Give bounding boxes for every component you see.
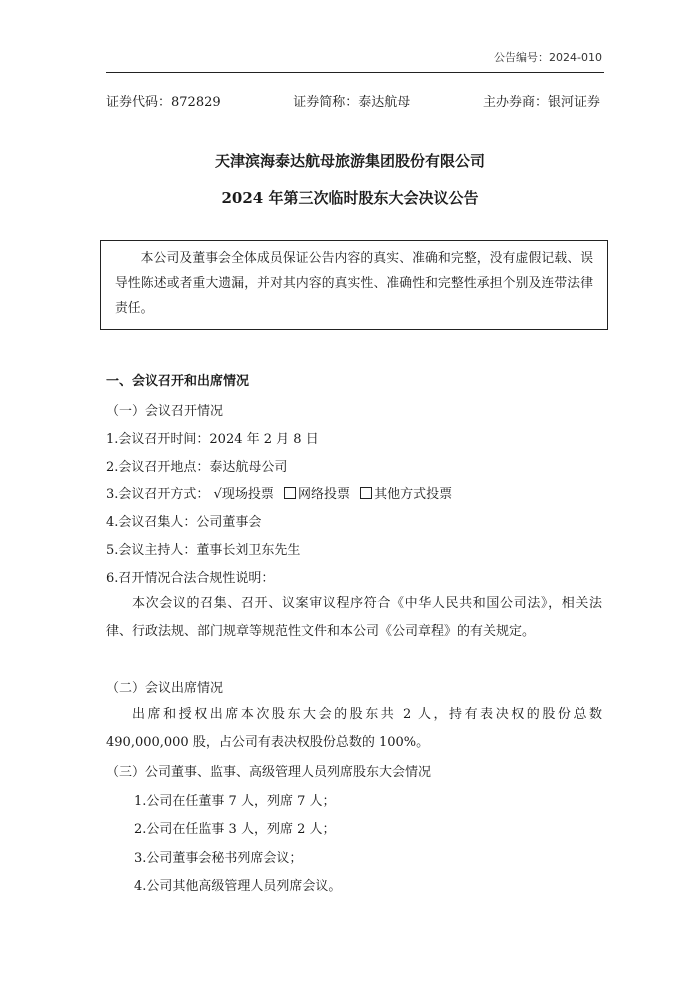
subsection-convening: （一）会议召开情况 xyxy=(106,404,224,419)
legality-text: 本次会议的召集、召开、议案审议程序符合《中华人民共和国公司法》，相关法律、行政法规、部门规章等规范性文件和本公司《公司章程》的有关规定。 xyxy=(106,596,602,639)
meeting-method xyxy=(106,483,452,502)
legality-label: 6.召开情况合法合规性说明： xyxy=(106,571,275,586)
list-item: 1.公司在任董事 7 人，列席 7 人； xyxy=(134,794,336,809)
document-title: 2024 年第三次临时股东大会决议公告 xyxy=(221,189,479,207)
attendance-text: 出席和授权出席本次股东大会的股东共 2 人，持有表决权的股份总数 490,000,000 股，占公司有表决权股份总数的 100%。 xyxy=(106,707,602,750)
declaration-box xyxy=(100,240,608,330)
security-code: 证券代码：872829 xyxy=(106,95,221,110)
security-short-name: 证券简称：泰达航母 xyxy=(293,95,411,110)
company-title: 天津滨海泰达航母旅游集团股份有限公司 xyxy=(214,152,485,170)
list-item: 3.公司董事会秘书列席会议； xyxy=(134,851,303,866)
subsection-attendance: （二）会议出席情况 xyxy=(106,681,224,696)
legality-paragraph xyxy=(106,590,602,646)
declaration-text: 本公司及董事会全体成员保证公告内容的真实、准确和完整，没有虚假记载、误导性陈述或者重大遗漏，并对其内容的真实性、准确性和完整性承担个别及连带法律责任。 xyxy=(115,251,593,316)
meeting-place: 2.会议召开地点：泰达航母公司 xyxy=(106,460,288,475)
meeting-host: 5.会议主持人：董事长刘卫东先生 xyxy=(106,543,301,558)
meeting-method-label: 3.会议召开方式： xyxy=(106,487,210,502)
method-other: 其他方式投票 xyxy=(374,487,453,502)
security-info-row xyxy=(106,91,600,110)
meeting-convener: 4.会议召集人：公司董事会 xyxy=(106,515,262,530)
notice-number: 公告编号：2024-010 xyxy=(494,51,602,64)
meeting-time: 1.会议召开时间：2024 年 2 月 8 日 xyxy=(106,432,319,447)
attendance-paragraph xyxy=(106,701,602,757)
list-item: 4.公司其他高级管理人员列席会议。 xyxy=(134,879,342,894)
method-online: 网络投票 xyxy=(297,487,350,502)
section-heading: 一、会议召开和出席情况 xyxy=(106,374,250,389)
lead-broker: 主办券商：银河证券 xyxy=(482,95,600,110)
header-divider xyxy=(106,72,604,73)
checkbox-empty-icon xyxy=(360,487,372,499)
subsection-officers: （三）公司董事、监事、高级管理人员列席股东大会情况 xyxy=(106,765,432,780)
checkbox-empty-icon xyxy=(284,487,296,499)
method-onsite: √现场投票 xyxy=(213,487,274,502)
list-item: 2.公司在任监事 3 人，列席 2 人； xyxy=(134,822,336,837)
